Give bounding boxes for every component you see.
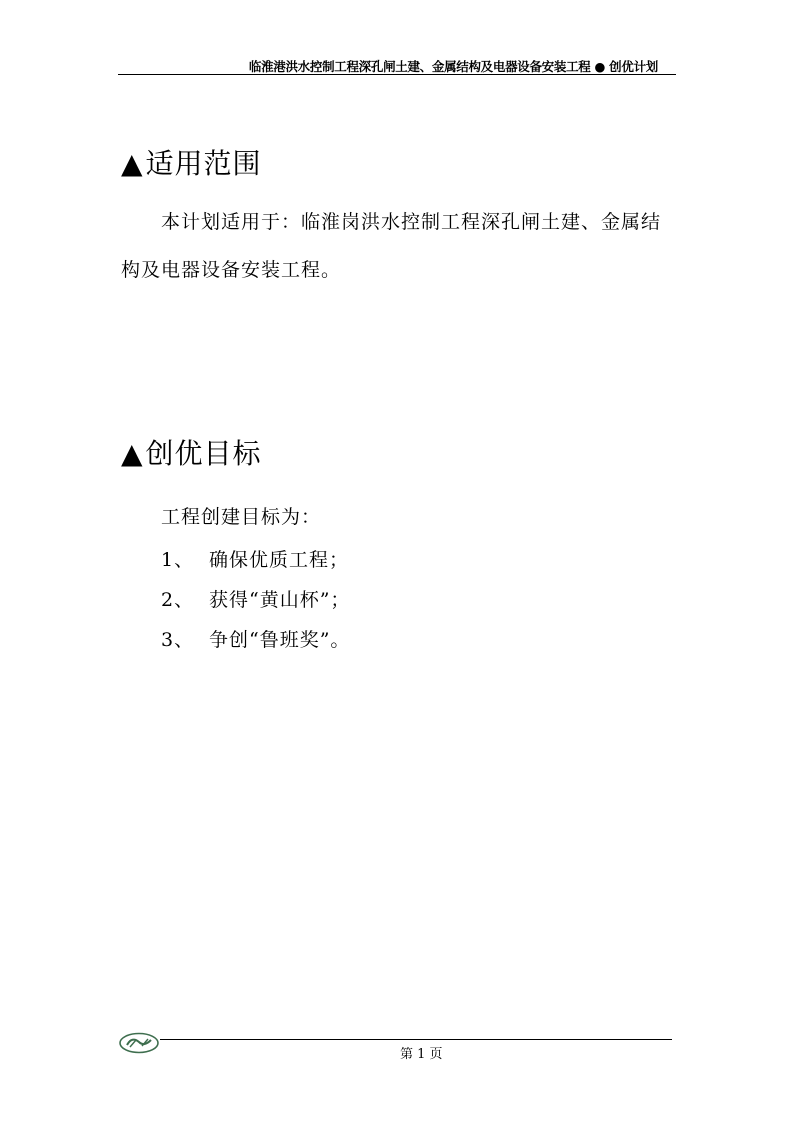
- list-item: [161, 585, 350, 612]
- goals-intro: 工程创建目标为：: [161, 506, 322, 528]
- list-item-number: 2、: [161, 589, 195, 611]
- section-heading-text: 适用范围: [145, 147, 262, 180]
- triangle-icon: ▲: [121, 147, 144, 180]
- list-item: [161, 545, 349, 572]
- section-heading-goals: [121, 432, 262, 472]
- section-heading-text: 创优目标: [145, 437, 262, 470]
- list-item-text: 确保优质工程；: [209, 549, 350, 571]
- section-heading-scope: [121, 142, 262, 182]
- scope-paragraph: 本计划适用于：临淮岗洪水控制工程深孔闸土建、金属结构及电器设备安装工程。: [121, 211, 662, 281]
- company-logo-icon: [118, 1031, 160, 1055]
- list-item-text: 获得“黄山杯”；: [209, 589, 351, 611]
- header-title: 临淮港洪水控制工程深孔闸土建、金属结构及电器设备安装工程 ● 创优计划: [248, 59, 658, 74]
- triangle-icon: ▲: [121, 437, 144, 470]
- footer-rule: [160, 1039, 672, 1040]
- page-number: 第 1 页: [400, 1047, 443, 1062]
- list-item-number: 3、: [161, 629, 195, 651]
- list-item-number: 1、: [161, 549, 195, 571]
- header-rule: [118, 74, 676, 75]
- list-item: [161, 625, 350, 652]
- page-header: [118, 55, 676, 75]
- list-item-text: 争创“鲁班奖”。: [209, 629, 351, 651]
